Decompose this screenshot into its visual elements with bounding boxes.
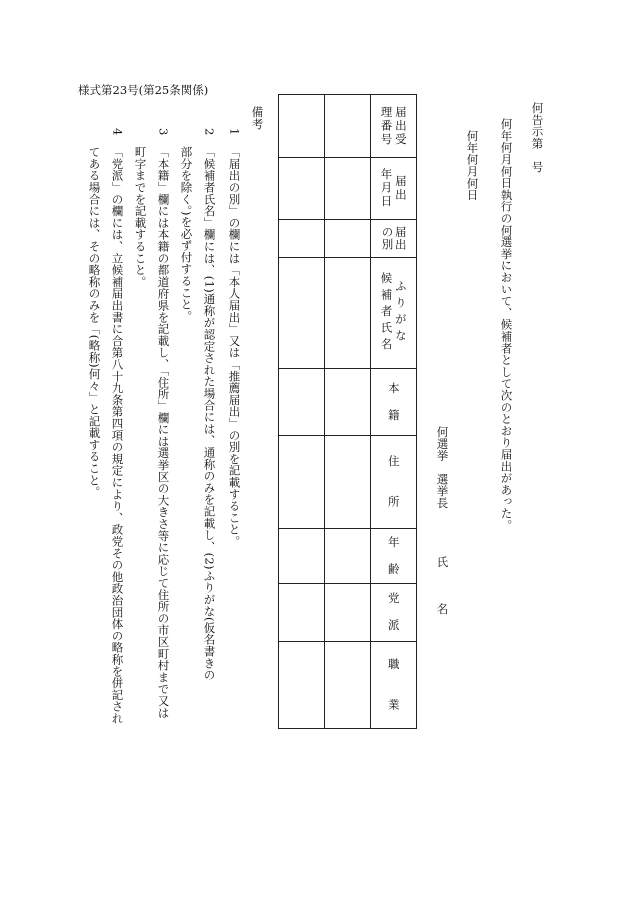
data-cell xyxy=(279,369,325,436)
header-cell xyxy=(371,369,417,436)
header-label: 職 業 xyxy=(386,658,401,712)
header-cell xyxy=(371,220,417,258)
date-line: 何年何月何日 xyxy=(465,130,480,201)
data-cell xyxy=(279,158,325,220)
data-cell xyxy=(325,529,371,584)
note-text: 「本籍」欄には本籍の都道府県を記載し、「住所」欄には選挙区の大きさ等に応じて住所の市区町村まで又は xyxy=(156,146,171,719)
header-cell xyxy=(371,436,417,529)
header-label: 年 齢 xyxy=(386,535,401,577)
data-cell xyxy=(325,95,371,158)
data-cell xyxy=(279,529,325,584)
note-number: 1 xyxy=(227,128,242,136)
header-label: 党 派 xyxy=(386,592,401,633)
form-label: 様式第23号(第25条関係) xyxy=(78,83,209,97)
header-cell xyxy=(371,529,417,584)
header-cell xyxy=(371,642,417,729)
note-text: 「届出の別」の欄には「本人届出」又は「推薦届出」の別を記載すること。 xyxy=(227,146,242,548)
header-cell xyxy=(371,95,417,158)
notes-title: 備考 xyxy=(250,106,265,130)
header-label: 届出受 理番号 xyxy=(379,105,408,147)
note-text-continued: 町字までを記載すること。 xyxy=(133,146,148,288)
data-cell xyxy=(325,369,371,436)
candidate-table xyxy=(278,94,417,729)
header-label: 届出 の別 xyxy=(380,226,408,251)
header-cell xyxy=(371,584,417,642)
header-label: 住 所 xyxy=(386,455,401,509)
note-text-continued: 部分を除く。)を必ず付すること。 xyxy=(179,146,194,323)
header-label: 届出 年月日 xyxy=(379,168,408,209)
header-label: 本 籍 xyxy=(386,381,401,423)
note-text: 「候補者氏名」欄には、(1)通称が認定された場合には、通称のみを記載し、(2)ふりがな(仮名書きの xyxy=(202,146,217,681)
note-text: 「党派」の欄には、立候補届出書に合第八十九条第四項の規定により、政党その他政治団体の略称を併記され xyxy=(110,146,125,725)
signer-line: 何選挙 選挙長 氏 名 xyxy=(435,426,450,615)
heading-text: 何年何月何日執行の何選挙において、候補者として次のとおり届出があった。 xyxy=(499,118,514,531)
notice-number: 何告示第 号 xyxy=(530,102,545,173)
note-number: 3 xyxy=(156,128,171,136)
data-cell xyxy=(279,436,325,529)
data-cell xyxy=(325,436,371,529)
note-number: 4 xyxy=(110,128,125,136)
data-cell xyxy=(325,642,371,729)
data-cell xyxy=(325,158,371,220)
header-cell xyxy=(371,258,417,369)
header-label: ふりがな 候補者氏名 xyxy=(379,271,408,355)
data-cell xyxy=(279,95,325,158)
data-cell xyxy=(279,642,325,729)
data-cell xyxy=(279,258,325,369)
data-cell xyxy=(325,220,371,258)
data-cell xyxy=(325,584,371,642)
data-cell xyxy=(279,584,325,642)
note-number: 2 xyxy=(202,128,217,136)
note-text-continued: てある場合には、その略称のみを「(略称)何々」と記載すること。 xyxy=(87,146,102,498)
data-cell xyxy=(279,220,325,258)
data-cell xyxy=(325,258,371,369)
header-cell xyxy=(371,158,417,220)
